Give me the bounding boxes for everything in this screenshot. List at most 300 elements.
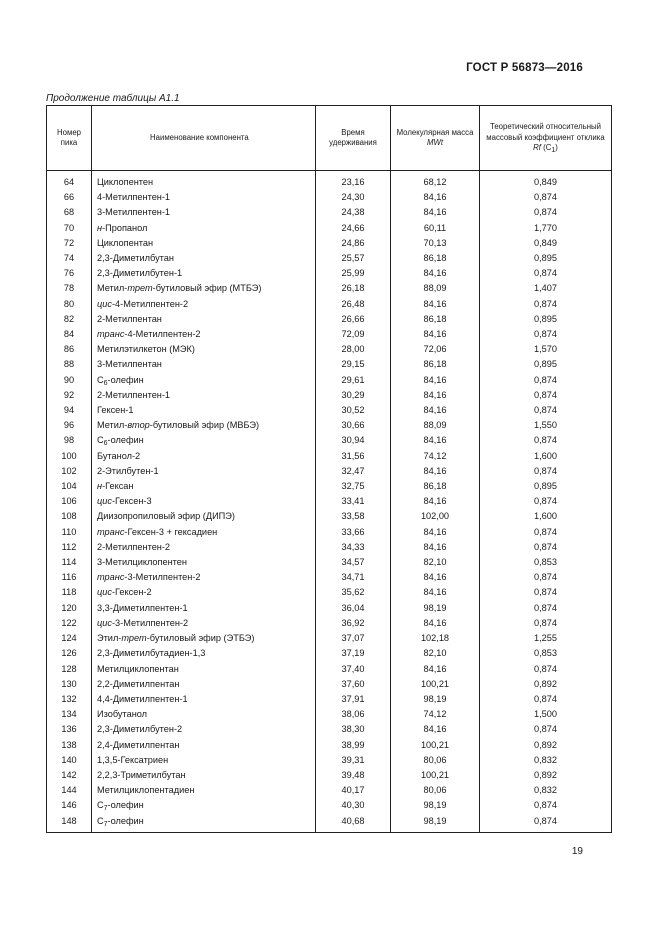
response-factor: 1,600 [480,449,612,464]
molecular-mass: 84,16 [391,464,480,479]
molecular-mass: 84,16 [391,722,480,737]
retention-time: 38,99 [316,738,391,753]
component-name [92,631,316,646]
peak-number: 80 [47,297,92,312]
molecular-mass: 60,11 [391,221,480,236]
name-prefix: 4-Метилпентен-1 [97,192,171,203]
response-factor: 0,892 [480,677,612,692]
component-name [92,251,316,266]
component-name [92,753,316,768]
molecular-mass: 80,06 [391,753,480,768]
name-italic: цис [97,298,112,309]
molecular-mass: 84,16 [391,403,480,418]
name-suffix: -бутиловый эфир (МТБЭ) [152,283,262,294]
name-prefix: 3-Метилпентан [97,359,162,370]
retention-time: 72,09 [316,327,391,342]
component-name [92,540,316,555]
response-factor: 0,832 [480,753,612,768]
retention-time: 37,60 [316,677,391,692]
component-name [92,357,316,372]
molecular-mass: 70,13 [391,236,480,251]
component-name [92,221,316,236]
name-suffix: -3-Метилпентен-2 [124,572,201,583]
component-name [92,722,316,737]
retention-time: 33,41 [316,494,391,509]
table-row [47,494,612,509]
peak-number: 102 [47,464,92,479]
peak-number: 132 [47,692,92,707]
peak-number: 70 [47,221,92,236]
response-factor: 1,550 [480,418,612,433]
name-italic: транс [97,572,125,583]
molecular-mass: 98,19 [391,692,480,707]
response-factor: 0,874 [480,722,612,737]
header-molecular-mass [391,106,480,171]
response-factor: 1,255 [480,631,612,646]
table-row [47,814,612,833]
retention-time: 24,86 [316,236,391,251]
name-subscript: 7 [103,820,108,828]
retention-time: 25,57 [316,251,391,266]
response-factor: 0,895 [480,357,612,372]
molecular-mass: 84,16 [391,297,480,312]
response-factor: 0,874 [480,662,612,677]
peak-number: 114 [47,555,92,570]
molecular-mass: 84,16 [391,570,480,585]
response-factor: 0,874 [480,814,612,833]
component-name [92,342,316,357]
retention-time: 37,19 [316,646,391,661]
name-suffix: -Гексен-3 + гексадиен [124,526,218,537]
peak-number: 100 [47,449,92,464]
peak-number: 66 [47,190,92,205]
response-factor: 0,892 [480,768,612,783]
retention-time: 29,61 [316,373,391,388]
molecular-mass: 84,16 [391,540,480,555]
table-row [47,403,612,418]
table-row [47,205,612,220]
component-name [92,297,316,312]
response-factor: 1,600 [480,509,612,524]
retention-time: 37,91 [316,692,391,707]
component-name [92,388,316,403]
name-italic: цис [97,617,112,628]
name-italic: трет [121,633,147,644]
name-italic: трет [127,283,153,294]
table-row [47,266,612,281]
peak-number: 146 [47,798,92,813]
component-name [92,373,316,388]
component-name [92,403,316,418]
molecular-mass: 84,16 [391,190,480,205]
name-italic: транс [97,526,125,537]
retention-time: 23,16 [316,171,391,191]
peak-number: 108 [47,509,92,524]
peak-number: 110 [47,525,92,540]
response-factor: 0,874 [480,433,612,448]
table-row [47,190,612,205]
response-factor: 0,874 [480,388,612,403]
table-row [47,768,612,783]
name-prefix: 3-Метилциклопентен [97,557,187,568]
retention-time: 33,66 [316,525,391,540]
retention-time: 33,58 [316,509,391,524]
molecular-mass: 86,18 [391,312,480,327]
retention-time: 35,62 [316,585,391,600]
retention-time: 24,30 [316,190,391,205]
component-name [92,509,316,524]
name-prefix: 2,3-Диметилбутен-1 [97,268,183,279]
peak-number: 128 [47,662,92,677]
name-suffix: -бутиловый эфир (МВБЭ) [149,420,260,431]
molecular-mass: 80,06 [391,783,480,798]
name-prefix: 2-Метилпентен-2 [97,541,171,552]
table-row [47,540,612,555]
document-code: ГОСТ Р 56873—2016 [466,62,583,74]
name-prefix: C [97,800,104,811]
table-row [47,662,612,677]
name-prefix: 2,2,3-Триметилбутан [97,769,186,780]
molecular-mass: 82,10 [391,555,480,570]
response-factor: 0,874 [480,798,612,813]
molecular-mass: 102,18 [391,631,480,646]
table-row [47,738,612,753]
retention-time: 30,66 [316,418,391,433]
name-suffix: -Гексан [102,481,134,492]
component-name [92,798,316,813]
molecular-mass: 84,16 [391,327,480,342]
peak-number: 86 [47,342,92,357]
molecular-mass: 84,16 [391,388,480,403]
peak-number: 64 [47,171,92,191]
name-suffix: -олефин [107,800,144,811]
response-factor: 0,853 [480,646,612,661]
name-suffix: -4-Метилпентен-2 [124,329,201,340]
mw-symbol: MWt [426,138,444,147]
name-suffix: -3-Метилпентен-2 [111,617,189,628]
name-prefix: Этил- [97,633,122,644]
molecular-mass: 84,16 [391,494,480,509]
table-header-row [47,106,612,171]
peak-number: 82 [47,312,92,327]
peak-number: 136 [47,722,92,737]
table-row [47,433,612,448]
peak-number: 88 [47,357,92,372]
response-factor: 0,874 [480,403,612,418]
molecular-mass: 102,00 [391,509,480,524]
name-suffix: -бутиловый эфир (ЭТБЭ) [146,633,255,644]
component-name [92,677,316,692]
name-italic: н [97,222,103,233]
molecular-mass: 84,16 [391,525,480,540]
molecular-mass: 88,09 [391,281,480,296]
name-prefix: Диизопропиловый эфир (ДИПЭ) [97,511,235,522]
table-row [47,373,612,388]
response-factor: 0,874 [480,494,612,509]
table-row [47,171,612,191]
retention-time: 40,30 [316,798,391,813]
name-prefix: Метилэтилкетон (МЭК) [97,344,195,355]
molecular-mass: 98,19 [391,814,480,833]
rf-subscript: 1 [551,147,556,155]
retention-time: 34,33 [316,540,391,555]
table-row [47,221,612,236]
retention-time: 40,68 [316,814,391,833]
response-factor: 0,874 [480,525,612,540]
peak-number: 120 [47,601,92,616]
name-prefix: Изобутанол [97,709,148,720]
name-prefix: Метил- [97,283,128,294]
name-subscript: 7 [103,805,108,813]
component-name [92,266,316,281]
table-row [47,631,612,646]
response-factor: 1,407 [480,281,612,296]
name-prefix: 4,4-Диметилпентен-1 [97,693,188,704]
response-factor: 0,874 [480,616,612,631]
peak-number: 106 [47,494,92,509]
component-name [92,433,316,448]
peak-number: 76 [47,266,92,281]
table-row [47,555,612,570]
component-name [92,525,316,540]
component-name [92,171,316,191]
table-row [47,753,612,768]
name-prefix: Бутанол-2 [97,450,141,461]
retention-time: 30,94 [316,433,391,448]
table-row [47,692,612,707]
table-row [47,585,612,600]
peak-number: 138 [47,738,92,753]
retention-time: 40,17 [316,783,391,798]
retention-time: 30,29 [316,388,391,403]
peak-number: 92 [47,388,92,403]
table-row [47,312,612,327]
peak-number: 84 [47,327,92,342]
response-factor: 0,892 [480,738,612,753]
molecular-mass: 74,12 [391,449,480,464]
rf-label: Теоретический относительный массовый коэффициент отклика [486,122,605,142]
retention-time: 36,92 [316,616,391,631]
table-row [47,464,612,479]
molecular-mass: 84,16 [391,662,480,677]
peak-number: 74 [47,251,92,266]
component-name [92,555,316,570]
name-prefix: 2,3-Диметилбутадиен-1,3 [97,648,206,659]
name-prefix: 2-Метилпентен-1 [97,389,171,400]
name-prefix: 1,3,5-Гексатриен [97,754,169,765]
name-suffix: -Гексен-3 [111,496,152,507]
molecular-mass: 72,06 [391,342,480,357]
name-suffix: -олефин [107,374,144,385]
name-suffix: -Гексен-2 [111,587,152,598]
molecular-mass: 84,16 [391,266,480,281]
retention-time: 24,38 [316,205,391,220]
component-name [92,312,316,327]
name-suffix: -олефин [107,435,144,446]
peak-number: 90 [47,373,92,388]
component-name [92,783,316,798]
response-factor: 0,874 [480,464,612,479]
molecular-mass: 82,10 [391,646,480,661]
name-prefix: C [97,435,104,446]
table-row [47,357,612,372]
table-row [47,418,612,433]
peak-number: 116 [47,570,92,585]
response-factor: 0,874 [480,266,612,281]
table-row [47,570,612,585]
table-row [47,281,612,296]
table-row [47,707,612,722]
table-row [47,449,612,464]
molecular-mass: 100,21 [391,677,480,692]
name-italic: транс [97,329,125,340]
table-row [47,251,612,266]
table-row [47,722,612,737]
peak-number: 140 [47,753,92,768]
retention-time: 25,99 [316,266,391,281]
component-name [92,601,316,616]
components-table [46,105,612,833]
retention-time: 37,07 [316,631,391,646]
component-name [92,616,316,631]
table-row [47,342,612,357]
retention-time: 34,57 [316,555,391,570]
peak-number: 72 [47,236,92,251]
header-response-factor [480,106,612,171]
peak-number: 134 [47,707,92,722]
name-prefix: C [97,374,104,385]
component-name [92,768,316,783]
peak-number: 148 [47,814,92,833]
table-caption: Продолжение таблицы А1.1 [46,93,180,104]
name-prefix: Метил- [97,420,128,431]
response-factor: 1,570 [480,342,612,357]
retention-time: 38,06 [316,707,391,722]
molecular-mass: 84,16 [391,585,480,600]
name-prefix: Циклопентан [97,237,154,248]
response-factor: 0,895 [480,312,612,327]
table-row [47,525,612,540]
table-row [47,297,612,312]
name-suffix: -4-Метилпентен-2 [111,298,189,309]
component-name [92,479,316,494]
molecular-mass: 84,16 [391,616,480,631]
name-suffix: -Пропанол [102,222,148,233]
page-number: 19 [571,846,583,857]
component-name [92,738,316,753]
name-prefix: 2,3-Диметилбутан [97,253,174,264]
component-name [92,570,316,585]
retention-time: 26,18 [316,281,391,296]
component-name [92,327,316,342]
component-name [92,281,316,296]
name-prefix: 2-Метилпентан [97,313,162,324]
retention-time: 38,30 [316,722,391,737]
name-prefix: 3,3-Диметилпентен-1 [97,602,188,613]
name-suffix: -олефин [107,815,144,826]
response-factor: 0,874 [480,601,612,616]
response-factor: 0,874 [480,540,612,555]
retention-time: 32,75 [316,479,391,494]
response-factor: 0,874 [480,373,612,388]
component-name [92,205,316,220]
component-name [92,494,316,509]
peak-number: 68 [47,205,92,220]
retention-time: 39,31 [316,753,391,768]
molecular-mass: 84,16 [391,433,480,448]
response-factor: 0,874 [480,570,612,585]
name-italic: н [97,481,103,492]
response-factor: 0,874 [480,205,612,220]
molecular-mass: 68,12 [391,171,480,191]
molecular-mass: 86,18 [391,479,480,494]
molecular-mass: 84,16 [391,205,480,220]
table-row [47,327,612,342]
table-row [47,509,612,524]
retention-time: 36,04 [316,601,391,616]
component-name [92,464,316,479]
header-peak-number: Номер пика [47,106,92,171]
table-row [47,798,612,813]
component-name [92,585,316,600]
component-name [92,692,316,707]
header-retention-time: Время удерживания [316,106,391,171]
molecular-mass: 74,12 [391,707,480,722]
peak-number: 96 [47,418,92,433]
component-name [92,646,316,661]
peak-number: 104 [47,479,92,494]
response-factor: 0,874 [480,327,612,342]
retention-time: 29,15 [316,357,391,372]
rf-close: ) [555,143,558,153]
retention-time: 24,66 [316,221,391,236]
peak-number: 94 [47,403,92,418]
name-prefix: 3-Метилпентен-1 [97,207,171,218]
component-name [92,662,316,677]
component-name [92,707,316,722]
rf-symbol: Rf [533,143,541,153]
peak-number: 126 [47,646,92,661]
retention-time: 32,47 [316,464,391,479]
name-prefix: 2,3-Диметилбутен-2 [97,724,183,735]
component-name [92,449,316,464]
component-name [92,190,316,205]
name-italic: втор [127,420,150,431]
retention-time: 34,71 [316,570,391,585]
name-prefix: Циклопентен [97,177,154,187]
name-italic: цис [97,496,112,507]
table-row [47,601,612,616]
response-factor: 0,874 [480,297,612,312]
response-factor: 0,853 [480,555,612,570]
response-factor: 0,895 [480,479,612,494]
name-italic: цис [97,587,112,598]
retention-time: 26,66 [316,312,391,327]
table-row [47,616,612,631]
table-row [47,677,612,692]
name-prefix: C [97,815,104,826]
component-name [92,418,316,433]
table-row [47,783,612,798]
peak-number: 124 [47,631,92,646]
response-factor: 1,500 [480,707,612,722]
table-row [47,388,612,403]
name-subscript: 6 [103,379,108,387]
retention-time: 26,48 [316,297,391,312]
mw-label: Молекулярная масса [396,127,474,137]
component-name [92,236,316,251]
peak-number: 130 [47,677,92,692]
